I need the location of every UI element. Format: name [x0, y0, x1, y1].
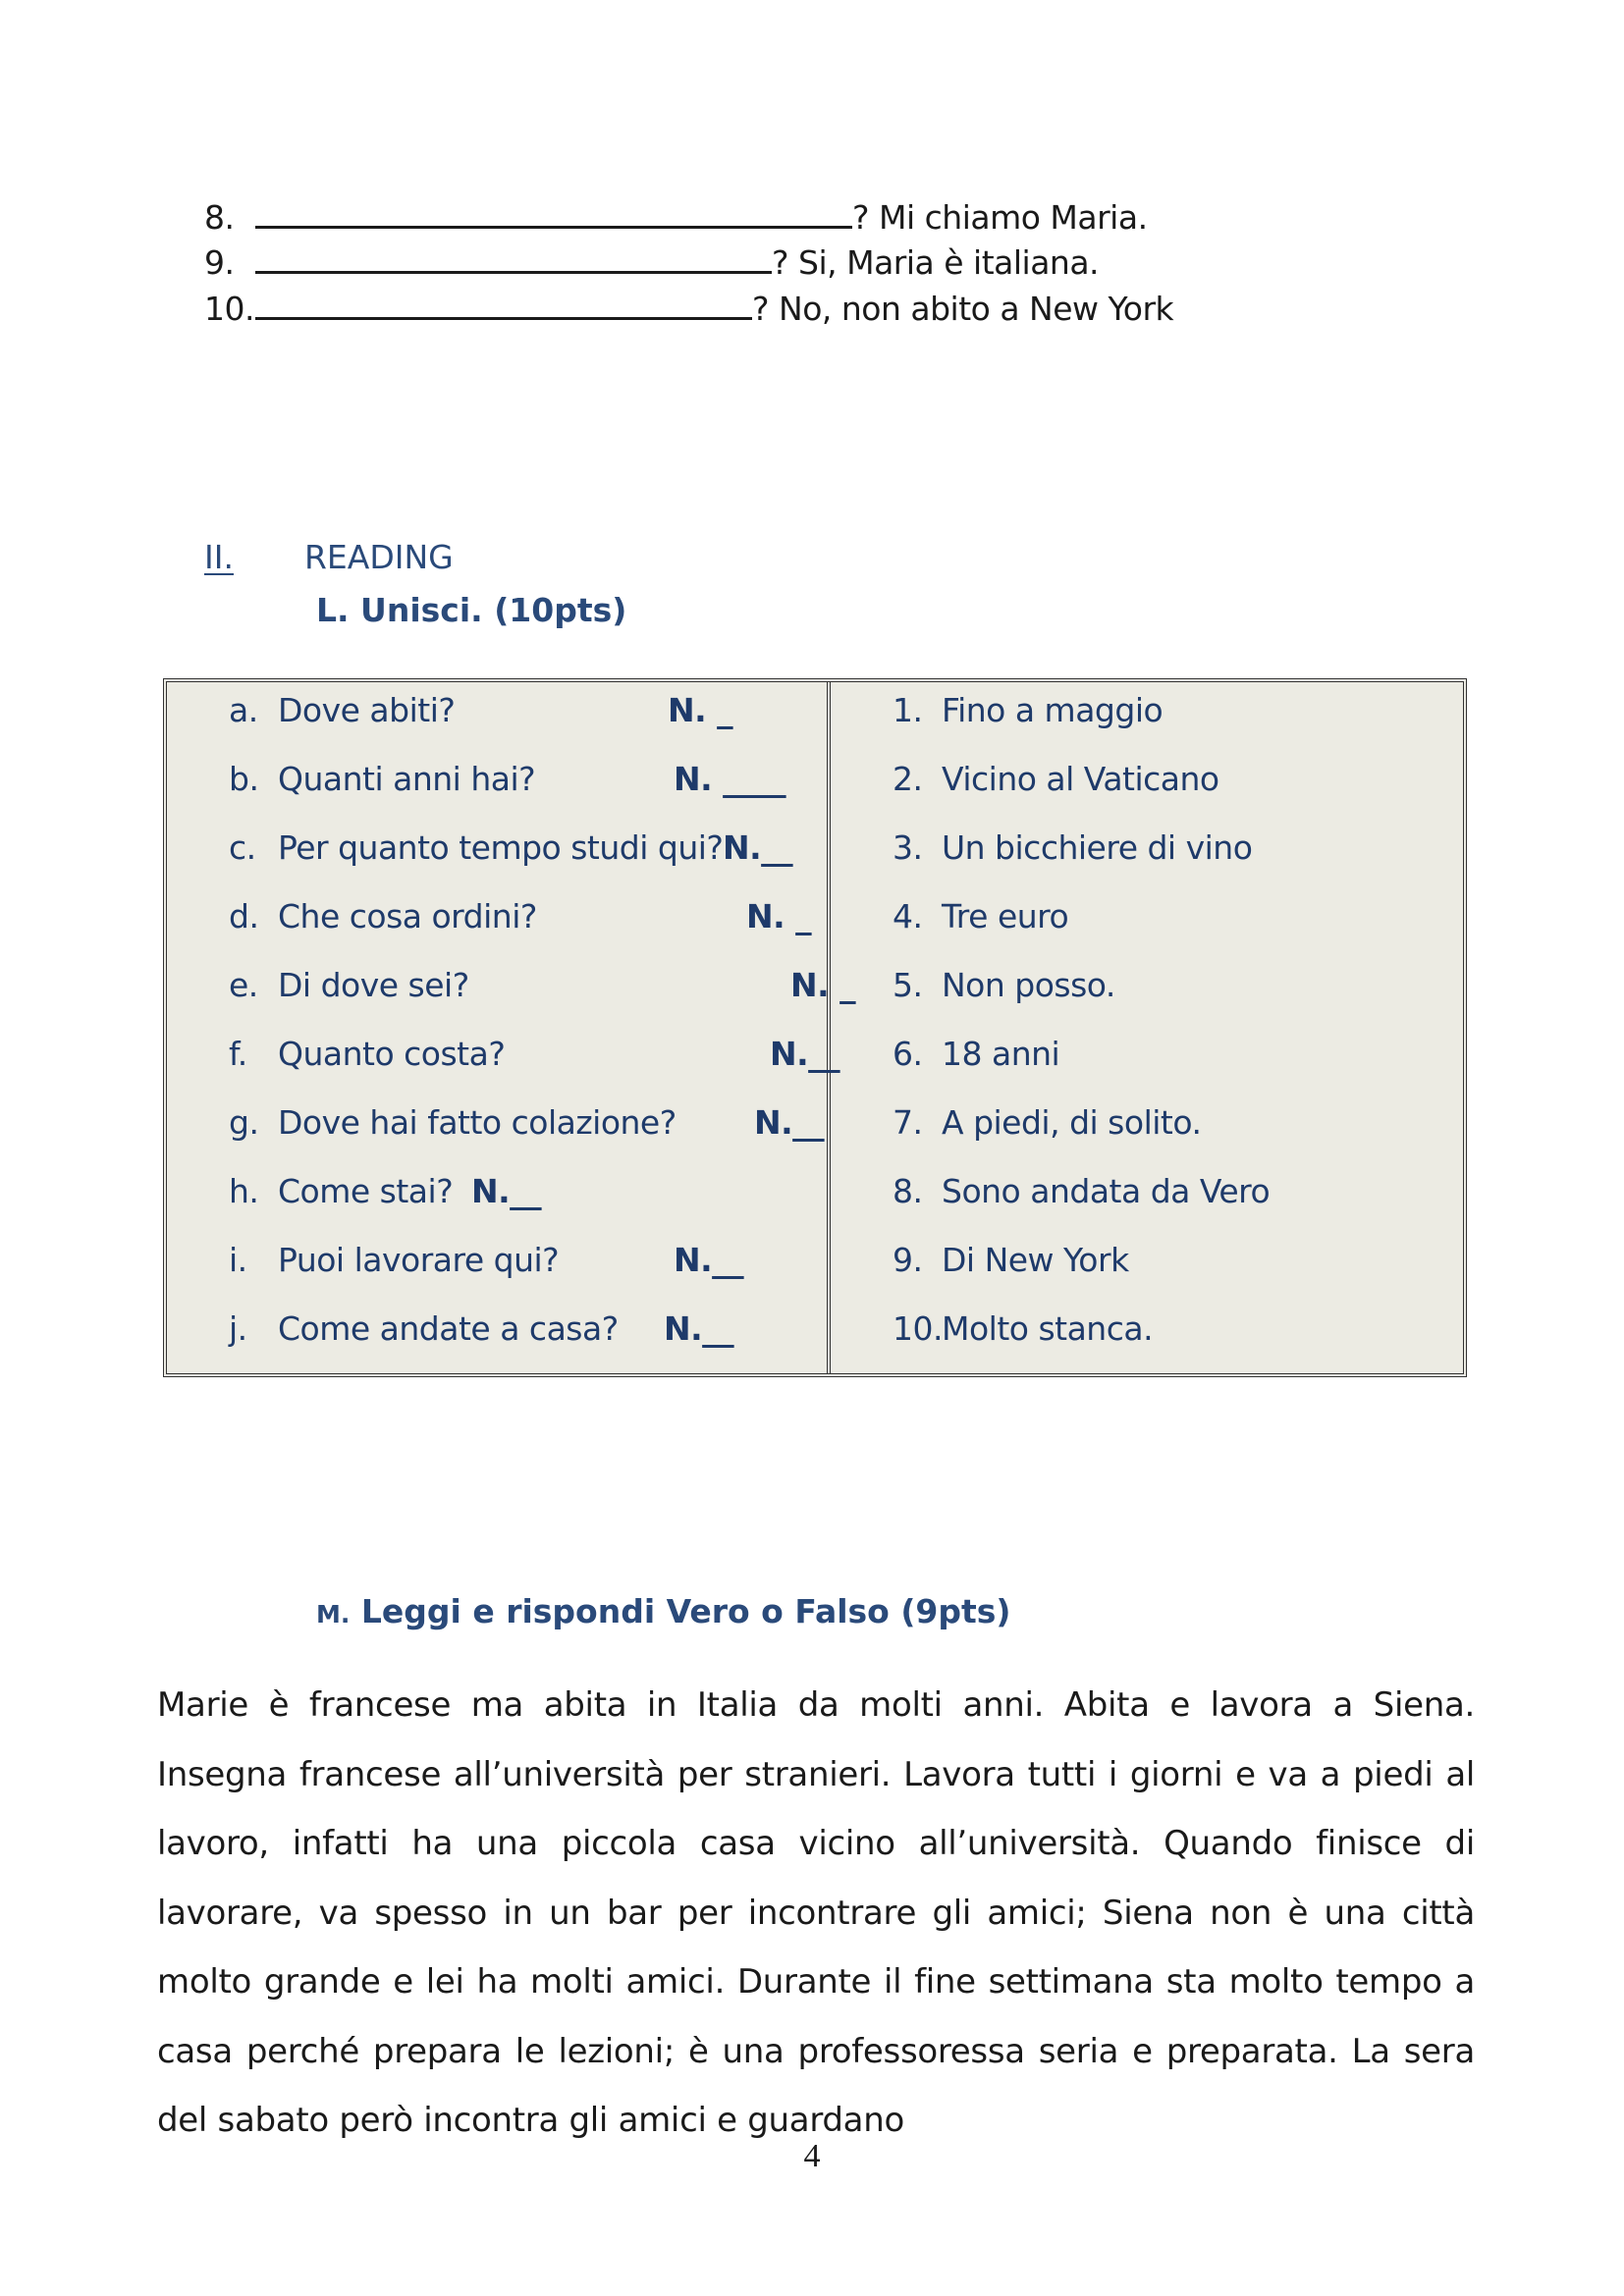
item-letter: c.	[229, 828, 256, 867]
reading-passage: Marie è francese ma abita in Italia da molti anni. Abita e lavora a Siena. Insegna francese all’università per stranieri. Lavora tutti i giorni e va a piedi al lavoro, infatti ha una piccola casa vicino all’università. Quando finisce di lavorare, va spesso in un bar per incontrare gli amici; Siena non è una città molto grande e lei ha molti amici. Durante il fine settimana sta molto tempo a casa perché prepara le lezioni; è una professoressa seria e preparata. La sera del sabato però incontra gli amici e guardano	[157, 1685, 1475, 2140]
answer-blank[interactable]	[255, 198, 852, 229]
answer-ref[interactable]: N.__	[674, 1241, 744, 1279]
item-letter: h.	[229, 1172, 259, 1210]
item-letter: j.	[229, 1309, 247, 1348]
right-item-2	[893, 760, 1219, 799]
left-item-f	[229, 1035, 840, 1074]
right-item-9	[893, 1241, 1129, 1280]
answer-ref[interactable]: N. ____	[674, 760, 786, 798]
right-item-6	[893, 1035, 1059, 1074]
item-answer: A piedi, di solito.	[942, 1103, 1202, 1142]
answer-blank[interactable]	[255, 290, 752, 320]
column-divider	[827, 682, 831, 1373]
item-question: Dove hai fatto colazione?	[278, 1103, 677, 1142]
answer-ref[interactable]: N. _	[746, 897, 812, 935]
item-answer: Di New York	[942, 1241, 1129, 1279]
item-number: 3.	[893, 828, 923, 867]
answer-ref[interactable]: N.__	[471, 1172, 542, 1210]
exercise-m-letter: M.	[316, 1600, 351, 1629]
question-answer: ? Si, Maria è italiana.	[772, 243, 1100, 282]
item-number: 4.	[893, 897, 923, 935]
page-number: 4	[803, 2138, 821, 2174]
answer-ref[interactable]: N.__	[723, 828, 793, 867]
left-item-j	[229, 1309, 734, 1349]
exercise-m-heading: Leggi e rispondi Vero o Falso (9pts)	[360, 1592, 1011, 1630]
left-item-d	[229, 897, 812, 936]
item-number: 10.	[893, 1309, 943, 1348]
item-question: Come andate a casa?	[278, 1309, 619, 1348]
item-number: 6.	[893, 1035, 923, 1073]
answer-ref[interactable]: N.__	[754, 1103, 825, 1142]
item-question: Come stai?	[278, 1172, 454, 1210]
right-item-8	[893, 1172, 1270, 1211]
question-number: 8.	[204, 198, 235, 237]
item-letter: a.	[229, 691, 258, 729]
item-number: 9.	[893, 1241, 923, 1279]
item-answer: 18 anni	[942, 1035, 1060, 1073]
answer-ref[interactable]: N. _	[668, 691, 733, 729]
right-item-1	[893, 691, 1163, 730]
right-item-4	[893, 897, 1068, 936]
left-item-e	[229, 966, 856, 1005]
answer-ref[interactable]: N.__	[770, 1035, 840, 1073]
item-letter: i.	[229, 1241, 247, 1279]
left-item-c	[229, 828, 793, 868]
left-item-h	[229, 1172, 542, 1211]
item-question: Di dove sei?	[278, 966, 469, 1004]
section-title: READING	[304, 538, 454, 576]
right-item-10	[893, 1309, 1153, 1349]
item-question: Che cosa ordini?	[278, 897, 537, 935]
item-answer: Non posso.	[942, 966, 1115, 1004]
item-answer: Un bicchiere di vino	[942, 828, 1253, 867]
item-question: Quanto costa?	[278, 1035, 506, 1073]
question-9	[204, 243, 1099, 283]
left-item-g	[229, 1103, 825, 1143]
question-number: 9.	[204, 243, 235, 282]
item-question: Puoi lavorare qui?	[278, 1241, 560, 1279]
matching-table	[163, 678, 1467, 1377]
question-8	[204, 198, 1148, 238]
left-item-a	[229, 691, 733, 730]
answer-ref[interactable]: N. _	[790, 966, 856, 1004]
question-10	[204, 290, 1173, 329]
item-letter: g.	[229, 1103, 259, 1142]
item-letter: b.	[229, 760, 259, 798]
right-item-5	[893, 966, 1115, 1005]
item-letter: f.	[229, 1035, 247, 1073]
question-answer: ? Mi chiamo Maria.	[852, 198, 1148, 237]
item-question: Quanti anni hai?	[278, 760, 536, 798]
item-question: Dove abiti?	[278, 691, 456, 729]
right-item-3	[893, 828, 1252, 868]
exercise-m-title	[316, 1592, 1011, 1630]
item-number: 2.	[893, 760, 923, 798]
item-number: 1.	[893, 691, 923, 729]
left-item-i	[229, 1241, 744, 1280]
item-answer: Tre euro	[942, 897, 1069, 935]
answer-blank[interactable]	[255, 243, 772, 274]
exercise-l-title: L. Unisci. (10pts)	[316, 591, 627, 629]
item-answer: Molto stanca.	[942, 1309, 1154, 1348]
item-answer: Fino a maggio	[942, 691, 1164, 729]
item-number: 8.	[893, 1172, 923, 1210]
question-number: 10.	[204, 290, 254, 328]
item-number: 7.	[893, 1103, 923, 1142]
item-answer: Sono andata da Vero	[942, 1172, 1271, 1210]
left-item-b	[229, 760, 786, 799]
answer-ref[interactable]: N.__	[664, 1309, 734, 1348]
item-letter: d.	[229, 897, 259, 935]
item-answer: Vicino al Vaticano	[942, 760, 1219, 798]
item-question: Per quanto tempo studi qui?	[278, 828, 724, 867]
section-number: II.	[204, 538, 234, 576]
item-number: 5.	[893, 966, 923, 1004]
question-answer: ? No, non abito a New York	[752, 290, 1174, 328]
item-letter: e.	[229, 966, 258, 1004]
right-item-7	[893, 1103, 1201, 1143]
